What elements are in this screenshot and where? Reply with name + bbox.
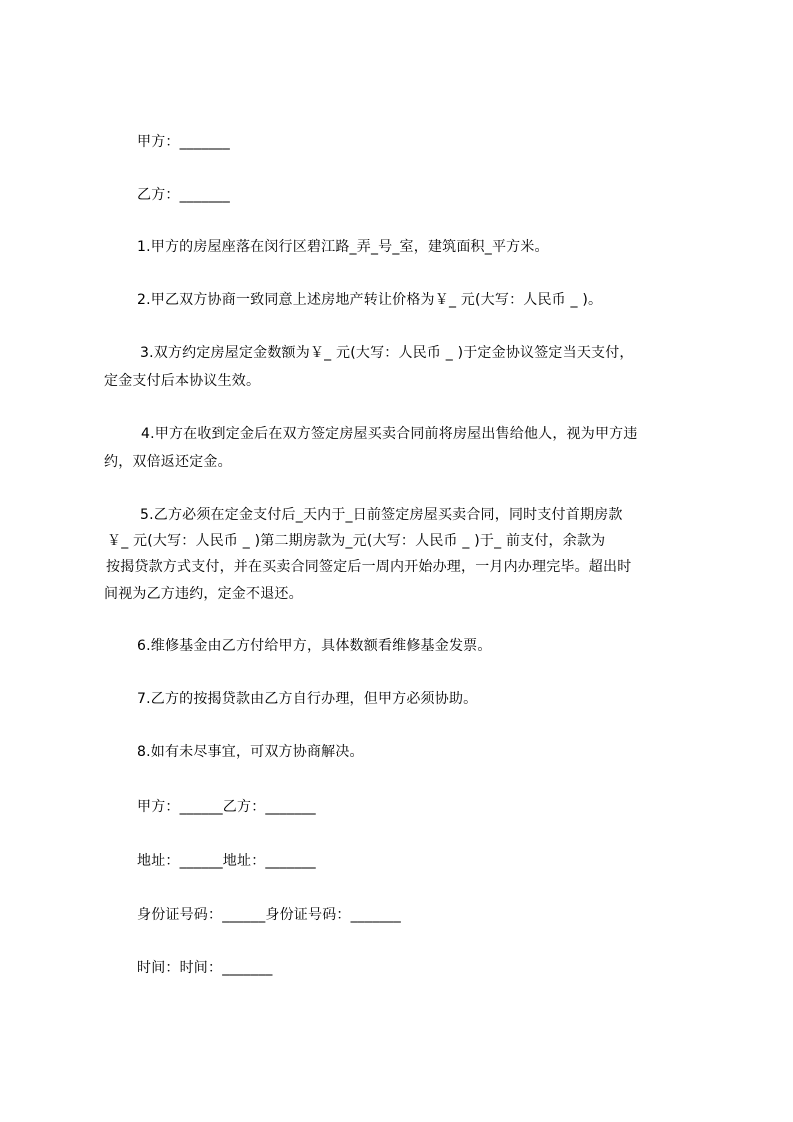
signature-time: 时间：时间：_______	[137, 960, 273, 976]
clause-5-line-3: 按揭贷款方式支付，并在买卖合同签定后一周内开始办理，一月内办理完毕。超出时	[106, 559, 632, 575]
clause-4-line-1: 4.甲方在收到定金后在双方签定房屋买卖合同前将房屋出售给他人，视为甲方违	[141, 426, 638, 442]
clause-7: 7.乙方的按揭贷款由乙方自行办理，但甲方必须协助。	[137, 691, 478, 707]
clause-2: 2.甲乙双方协商一致同意上述房地产转让价格为￥_ 元(大写：人民币 _ )。	[137, 292, 603, 308]
party-b-field: 乙方：_______	[137, 187, 230, 203]
signature-parties: 甲方：______乙方：_______	[137, 799, 316, 815]
clause-3-line-1: 3.双方约定房屋定金数额为￥_ 元(大写：人民币 _ )于定金协议签定当天支付，	[140, 345, 634, 361]
clause-8: 8.如有未尽事宜，可双方协商解决。	[137, 744, 364, 760]
clause-3-line-2: 定金支付后本协议生效。	[104, 373, 261, 389]
clause-6: 6.维修基金由乙方付给甲方，具体数额看维修基金发票。	[137, 638, 492, 654]
clause-1: 1.甲方的房屋座落在闵行区碧江路_弄_号_室，建筑面积_平方米。	[137, 239, 549, 255]
clause-5-line-1: 5.乙方必须在定金支付后_天内于_日前签定房屋买卖合同，同时支付首期房款	[140, 507, 623, 523]
signature-address: 地址：______地址：_______	[137, 853, 316, 869]
signature-id-number: 身份证号码：______身份证号码：_______	[137, 907, 401, 923]
party-a-field: 甲方：_______	[137, 134, 230, 150]
clause-4-line-2: 约，双倍返还定金。	[104, 454, 232, 470]
clause-5-line-4: 间视为乙方违约，定金不退还。	[104, 586, 303, 602]
clause-5-line-2: ￥_ 元(大写：人民币 _ )第二期房款为_元(大写：人民币 _ )于_ 前支付，余款为	[107, 533, 606, 549]
